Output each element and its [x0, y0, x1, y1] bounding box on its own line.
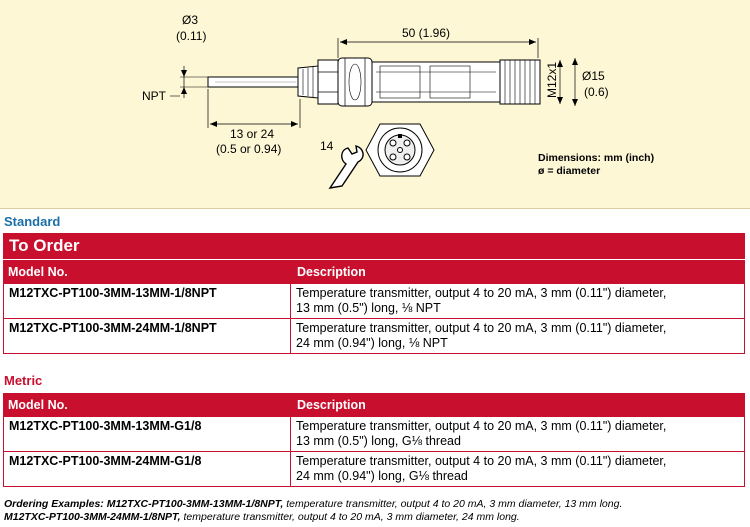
- table-row: [4, 417, 745, 452]
- table-header-row: [4, 394, 745, 417]
- probe-dia-label: Ø3: [182, 13, 199, 27]
- table-header-row: [4, 261, 745, 284]
- column-description: Description: [291, 261, 745, 284]
- ordering-examples: [4, 498, 746, 524]
- dimension-legend: [538, 152, 654, 178]
- body-dia-label: Ø15: [582, 69, 605, 83]
- connector-end-view: [366, 124, 434, 176]
- table-row: [4, 284, 745, 319]
- description-line: 13 mm (0.5") long, ⅛ NPT: [296, 301, 441, 315]
- to-order-bar: To Order: [3, 233, 745, 259]
- legend-units: Dimensions: mm (inch): [538, 152, 655, 164]
- model-cell: M12TXC-PT100-3MM-13MM-1/8NPT: [4, 284, 291, 319]
- wrench-size-label: 14: [320, 139, 334, 153]
- dimension-drawing: [0, 0, 750, 209]
- description-cell: [291, 452, 745, 487]
- model-cell: M12TXC-PT100-3MM-13MM-G1/8: [4, 417, 291, 452]
- example-line-1: [4, 498, 746, 511]
- description-line: Temperature transmitter, output 4 to 20 mA, 3 mm (0.11") diameter,: [296, 321, 667, 335]
- metric-order-table: [3, 393, 745, 487]
- description-cell: [291, 319, 745, 354]
- standard-section-title: Standard: [4, 214, 61, 229]
- description-line: 24 mm (0.94") long, ⅛ NPT: [296, 336, 448, 350]
- legend-diameter: ø = diameter: [538, 165, 601, 177]
- standard-order-table: [3, 260, 745, 354]
- example-1-model: M12TXC-PT100-3MM-13MM-1/8NPT,: [106, 498, 284, 510]
- example-2-text: temperature transmitter, output 4 to 20 mA, 3 mm diameter, 24 mm long.: [180, 511, 520, 523]
- table-row: [4, 319, 745, 354]
- example-2-model: M12TXC-PT100-3MM-24MM-1/8NPT,: [4, 511, 181, 523]
- probe-dia-inch-label: (0.11): [176, 29, 207, 43]
- thread-label: M12x1: [545, 61, 559, 98]
- model-cell: M12TXC-PT100-3MM-24MM-G1/8: [4, 452, 291, 487]
- table-row: [4, 452, 745, 487]
- main-body: [372, 62, 500, 102]
- body-dia-inch-label: (0.6): [584, 85, 609, 99]
- column-model: Model No.: [4, 261, 291, 284]
- description-line: Temperature transmitter, output 4 to 20 mA, 3 mm (0.11") diameter,: [296, 419, 667, 433]
- examples-lead: Ordering Examples:: [4, 498, 104, 510]
- column-description: Description: [291, 394, 745, 417]
- model-cell: M12TXC-PT100-3MM-24MM-1/8NPT: [4, 319, 291, 354]
- npt-label: NPT: [142, 89, 166, 103]
- body-collar: [338, 58, 372, 106]
- total-length-label: 50 (1.96): [402, 26, 451, 40]
- probe-length-label: 13 or 24: [230, 127, 275, 141]
- description-line: Temperature transmitter, output 4 to 20 mA, 3 mm (0.11") diameter,: [296, 286, 667, 300]
- description-line: 13 mm (0.5") long, G⅛ thread: [296, 434, 461, 448]
- description-line: 24 mm (0.94") long, G⅛ thread: [296, 469, 468, 483]
- description-cell: [291, 417, 745, 452]
- probe-length-inch-label: (0.5 or 0.94): [216, 142, 282, 156]
- description-line: Temperature transmitter, output 4 to 20 mA, 3 mm (0.11") diameter,: [296, 454, 667, 468]
- description-cell: [291, 284, 745, 319]
- column-model: Model No.: [4, 394, 291, 417]
- example-line-2: [4, 511, 746, 524]
- example-1-text: temperature transmitter, output 4 to 20 mA, 3 mm diameter, 13 mm long.: [283, 498, 623, 510]
- metric-section-title: Metric: [4, 373, 43, 388]
- hex-nut: [318, 60, 338, 104]
- wrench-icon: [330, 146, 363, 188]
